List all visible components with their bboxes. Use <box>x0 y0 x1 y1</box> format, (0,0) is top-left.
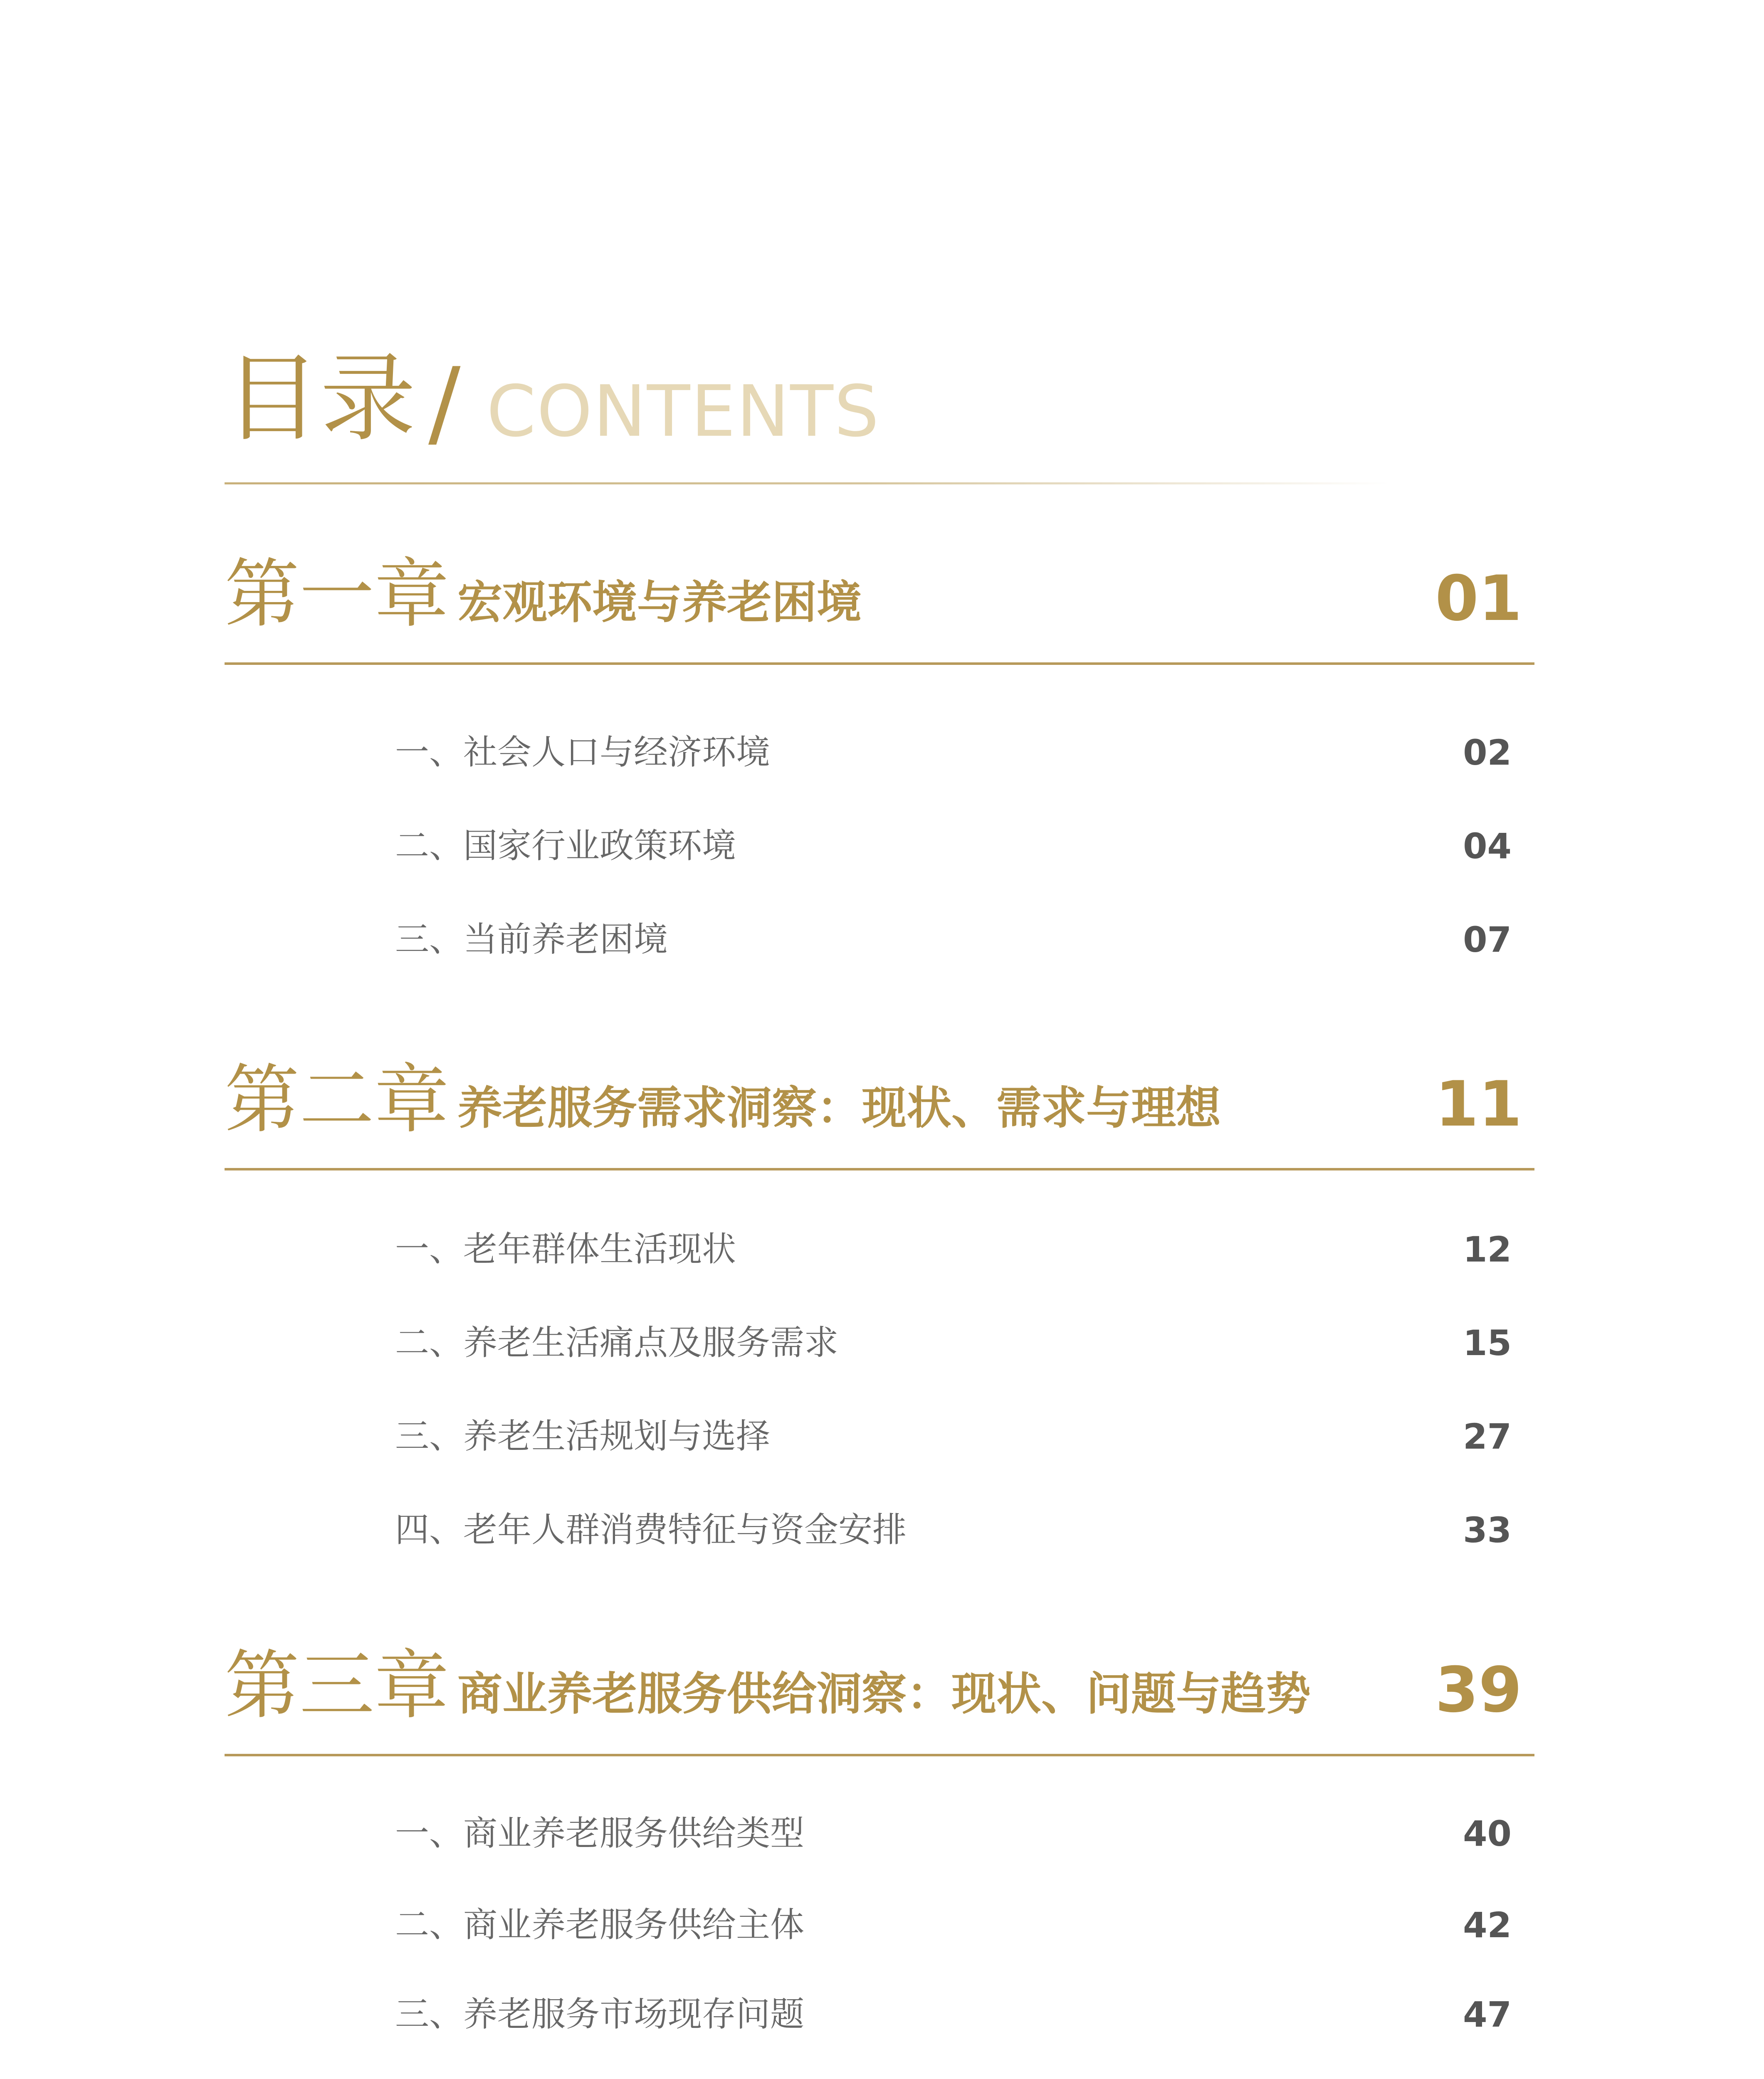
section-page-number: 15 <box>1463 1323 1512 1363</box>
toc-title-separator: / <box>428 348 461 459</box>
chapter-1-title: 宏观环境与养老困境 <box>457 577 862 629</box>
chapter-2-heading[interactable] <box>225 1054 1534 1179</box>
chapter-1-divider <box>225 662 1534 665</box>
toc-title-cn: 目录 <box>225 343 416 454</box>
section-label: 二、养老生活痛点及服务需求 <box>395 1323 839 1363</box>
chapter-3-title: 商业养老服务供给洞察：现状、问题与趋势 <box>457 1668 1311 1720</box>
section-label: 四、老年人群消费特征与资金安排 <box>395 1510 907 1550</box>
chapter-3-page-number: 39 <box>1435 1654 1522 1726</box>
section-page-number: 47 <box>1463 1994 1512 2035</box>
section-label: 二、国家行业政策环境 <box>395 826 736 866</box>
chapter-2-page-number: 11 <box>1435 1068 1522 1141</box>
section-page-number: 12 <box>1463 1229 1512 1270</box>
chapter-1-page-number: 01 <box>1435 563 1522 635</box>
toc-title-en: CONTENTS <box>487 370 880 453</box>
section-page-number: 42 <box>1463 1905 1512 1946</box>
section-label: 二、商业养老服务供给主体 <box>395 1905 805 1945</box>
chapter-3-label: 第三章 <box>225 1642 450 1729</box>
section-1-2[interactable] <box>395 821 1518 875</box>
section-label: 三、养老服务市场现存问题 <box>395 1995 805 2034</box>
chapter-3-divider <box>225 1754 1534 1756</box>
section-label: 一、社会人口与经济环境 <box>395 733 771 772</box>
chapter-2-title: 养老服务需求洞察：现状、需求与理想 <box>457 1082 1221 1134</box>
chapter-2-label: 第二章 <box>225 1057 450 1143</box>
chapter-2-divider <box>225 1168 1534 1170</box>
section-3-1[interactable] <box>395 1809 1518 1863</box>
section-1-3[interactable] <box>395 915 1518 969</box>
section-page-number: 02 <box>1463 732 1512 773</box>
section-page-number: 33 <box>1463 1510 1512 1551</box>
chapter-3-heading[interactable] <box>225 1640 1534 1765</box>
section-page-number: 40 <box>1463 1813 1512 1854</box>
chapter-1-label: 第一章 <box>225 551 450 638</box>
section-page-number: 07 <box>1463 919 1512 960</box>
section-2-1[interactable] <box>395 1225 1518 1279</box>
section-3-2[interactable] <box>395 1900 1518 1954</box>
header-divider <box>225 482 1389 484</box>
section-2-3[interactable] <box>395 1412 1518 1466</box>
section-page-number: 27 <box>1463 1416 1512 1457</box>
chapter-1-heading[interactable] <box>225 549 1534 674</box>
section-label: 三、养老生活规划与选择 <box>395 1417 771 1456</box>
section-3-3[interactable] <box>395 1990 1518 2044</box>
section-2-2[interactable] <box>395 1318 1518 1372</box>
section-label: 一、商业养老服务供给类型 <box>395 1814 805 1853</box>
section-page-number: 04 <box>1463 826 1512 867</box>
section-2-4[interactable] <box>395 1505 1518 1559</box>
section-label: 三、当前养老困境 <box>395 920 668 959</box>
section-label: 一、老年群体生活现状 <box>395 1230 736 1269</box>
section-1-1[interactable] <box>395 728 1518 782</box>
